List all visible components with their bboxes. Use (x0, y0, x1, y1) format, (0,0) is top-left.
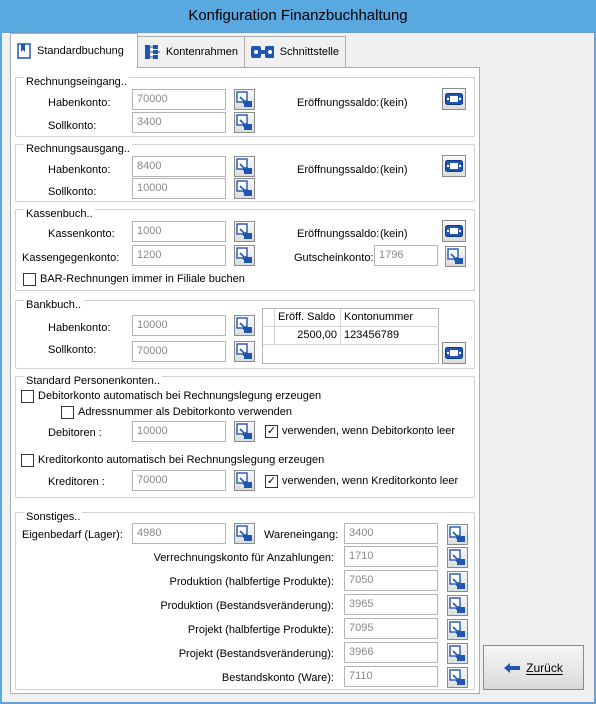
group-title: Standard Personenkonten.. (26, 375, 160, 387)
kreditor-use-checkbox[interactable]: ✓ (266, 475, 277, 487)
debitoren-label: Debitoren : (48, 427, 102, 439)
keyboard-icon (445, 160, 463, 172)
tab-standardbuchung[interactable] (10, 33, 138, 68)
habenkonto-label: Habenkonto: (48, 164, 111, 176)
eigenbedarf-label: Eigenbedarf (Lager): (22, 529, 123, 541)
account-picker-icon (449, 645, 466, 662)
sonstiges-row-label: Projekt (halbfertige Produkte): (187, 624, 334, 636)
zurueck-label: Zurück (526, 660, 563, 675)
eroeffnungssaldo-button[interactable] (442, 155, 466, 177)
debitor-use-label: verwenden, wenn Debitorkonto leer (282, 425, 456, 437)
debitor-auto-checkbox[interactable] (21, 390, 34, 403)
grid-header: Eröff. Saldo (275, 309, 341, 327)
eigenbedarf-field[interactable]: 4980 (132, 523, 226, 544)
habenkonto-label: Habenkonto: (48, 97, 111, 109)
account-picker-icon (449, 669, 466, 686)
bestandskonto-field[interactable]: 7110 (344, 666, 438, 687)
sonstiges-row-label: Produktion (Bestandsveränderung): (160, 600, 334, 612)
account-picker-icon (236, 180, 253, 197)
eroeffnungssaldo-label: Eröffnungssaldo: (297, 97, 380, 109)
grid-cell-kontonummer[interactable]: 123456789 (341, 327, 439, 345)
group-title: Rechnungsausgang.. (26, 143, 130, 155)
kreditoren-label: Kreditoren : (48, 476, 105, 488)
eroeffnungssaldo-button[interactable] (442, 342, 466, 364)
group-sonstiges (15, 512, 475, 690)
account-picker-button[interactable] (447, 667, 468, 688)
keyboard-icon (445, 93, 463, 105)
bookmark-icon (17, 43, 31, 59)
sonstiges-row-label: Verrechnungskonto für Anzahlungen: (153, 552, 334, 564)
account-picker-button[interactable] (234, 341, 255, 362)
account-picker-icon (447, 248, 464, 265)
account-picker-icon (236, 472, 253, 489)
debitor-auto-label: Debitorkonto automatisch bei Rechnungslegung erzeugen (38, 390, 322, 402)
hierarchy-icon (144, 44, 160, 60)
eroeffnungssaldo-value: (kein) (380, 164, 408, 176)
account-picker-icon (236, 525, 253, 542)
sollkonto-label: Sollkonto: (48, 186, 97, 198)
kassenkonto-field[interactable]: 1000 (132, 221, 226, 242)
group-title: Rechnungseingang.. (26, 76, 127, 88)
keyboard-icon (445, 225, 463, 237)
wareneingang-field[interactable]: 3400 (344, 523, 438, 544)
account-picker-icon (236, 91, 253, 108)
bar-rechnungen-label: BAR-Rechnungen immer in Filiale buchen (40, 273, 245, 285)
kreditor-auto-checkbox[interactable] (21, 454, 34, 467)
debitoren-field[interactable]: 10000 (132, 421, 226, 442)
account-picker-button[interactable] (445, 246, 466, 267)
account-picker-button[interactable] (234, 178, 255, 199)
habenkonto-field[interactable]: 8400 (132, 156, 226, 177)
keyboard-icon (445, 347, 463, 359)
account-picker-icon (449, 597, 466, 614)
verrechnungskonto-field[interactable]: 1710 (344, 546, 438, 567)
account-picker-button[interactable] (234, 523, 255, 544)
debitor-use-checkbox[interactable]: ✓ (266, 425, 277, 437)
kreditoren-field[interactable]: 70000 (132, 470, 226, 491)
account-picker-button[interactable] (234, 470, 255, 491)
eroeffnungssaldo-label: Eröffnungssaldo: (297, 228, 380, 240)
account-picker-button[interactable] (447, 547, 468, 568)
account-picker-button[interactable] (234, 89, 255, 110)
eroeffnungssaldo-button[interactable] (442, 220, 466, 242)
account-picker-button[interactable] (447, 524, 468, 545)
eroeffnungssaldo-button[interactable] (442, 88, 466, 110)
group-title: Kassenbuch.. (26, 208, 93, 220)
gutscheinkonto-field[interactable]: 1796 (374, 245, 438, 266)
wareneingang-label: Wareneingang: (264, 529, 339, 541)
window-title: Konfiguration Finanzbuchhaltung (0, 0, 596, 32)
account-picker-icon (449, 526, 466, 543)
habenkonto-field[interactable]: 10000 (132, 315, 226, 336)
habenkonto-field[interactable]: 70000 (132, 89, 226, 110)
adressnummer-checkbox[interactable] (61, 406, 74, 419)
produktion-halbfertig-field[interactable]: 7050 (344, 570, 438, 591)
account-picker-icon (236, 247, 253, 264)
grid-header: Kontonummer (341, 309, 439, 327)
gutscheinkonto-label: Gutscheinkonto: (294, 252, 374, 264)
eroeffnungssaldo-value: (kein) (380, 228, 408, 240)
tab-label: Standardbuchung (37, 45, 124, 57)
account-picker-button[interactable] (447, 595, 468, 616)
grid-cell-saldo[interactable]: 2500,00 (275, 327, 341, 345)
account-picker-icon (236, 317, 253, 334)
account-picker-button[interactable] (234, 315, 255, 336)
habenkonto-label: Habenkonto: (48, 322, 111, 334)
sollkonto-field[interactable]: 70000 (132, 341, 226, 362)
account-picker-button[interactable] (234, 156, 255, 177)
grid-row-indicator (263, 327, 275, 345)
group-kassenbuch (15, 209, 475, 291)
account-picker-button[interactable] (234, 245, 255, 266)
bank-accounts-grid[interactable] (262, 308, 439, 364)
group-bankbuch (15, 300, 475, 369)
kassengegenkonto-label: Kassengegenkonto: (22, 252, 120, 264)
projekt-halbfertig-field[interactable]: 7095 (344, 618, 438, 639)
kreditor-use-label: verwenden, wenn Kreditorkonto leer (282, 475, 459, 487)
account-picker-icon (449, 549, 466, 566)
tab-kontenrahmen[interactable] (137, 36, 245, 67)
group-personenkonten (15, 376, 475, 498)
sollkonto-field[interactable]: 10000 (132, 178, 226, 199)
sonstiges-row-label: Projekt (Bestandsveränderung): (178, 648, 334, 660)
kreditor-auto-label: Kreditorkonto automatisch bei Rechnungslegung erzeugen (38, 454, 325, 466)
account-picker-button[interactable] (447, 619, 468, 640)
grid-corner (263, 309, 275, 327)
group-rechnungsausgang (15, 144, 475, 202)
kassengegenkonto-field[interactable]: 1200 (132, 245, 226, 266)
produktion-bestand-field[interactable]: 3965 (344, 594, 438, 615)
group-title: Sonstiges.. (26, 511, 81, 523)
tab-label: Kontenrahmen (165, 46, 238, 58)
projekt-bestand-field[interactable]: 3966 (344, 642, 438, 663)
account-picker-icon (236, 423, 253, 440)
kassenkonto-label: Kassenkonto: (48, 228, 115, 240)
account-picker-icon (236, 343, 253, 360)
account-picker-button[interactable] (447, 571, 468, 592)
bar-rechnungen-checkbox[interactable] (23, 273, 36, 286)
account-picker-button[interactable] (234, 221, 255, 242)
account-picker-icon (236, 158, 253, 175)
group-title: Bankbuch.. (26, 299, 82, 311)
connector-icon (251, 45, 274, 59)
account-picker-icon (236, 114, 253, 131)
zurueck-button[interactable] (483, 645, 584, 690)
tab-schnittstelle[interactable] (244, 36, 346, 67)
eroeffnungssaldo-label: Eröffnungssaldo: (297, 164, 380, 176)
account-picker-button[interactable] (234, 112, 255, 133)
account-picker-icon (236, 223, 253, 240)
group-rechnungseingang (15, 77, 475, 137)
sollkonto-label: Sollkonto: (48, 344, 97, 356)
tab-label: Schnittstelle (279, 46, 339, 58)
sollkonto-label: Sollkonto: (48, 120, 97, 132)
sonstiges-row-label: Produktion (halbfertige Produkte): (169, 576, 334, 588)
account-picker-icon (449, 621, 466, 638)
tab-strip (10, 33, 480, 67)
arrow-left-icon (504, 663, 520, 673)
sonstiges-row-label: Bestandskonto (Ware): (221, 672, 334, 684)
account-picker-icon (449, 573, 466, 590)
account-picker-button[interactable] (447, 643, 468, 664)
tab-panel (10, 67, 480, 694)
account-picker-button[interactable] (234, 421, 255, 442)
adressnummer-label: Adressnummer als Debitorkonto verwenden (78, 406, 292, 418)
eroeffnungssaldo-value: (kein) (380, 97, 408, 109)
sollkonto-field[interactable]: 3400 (132, 112, 226, 133)
